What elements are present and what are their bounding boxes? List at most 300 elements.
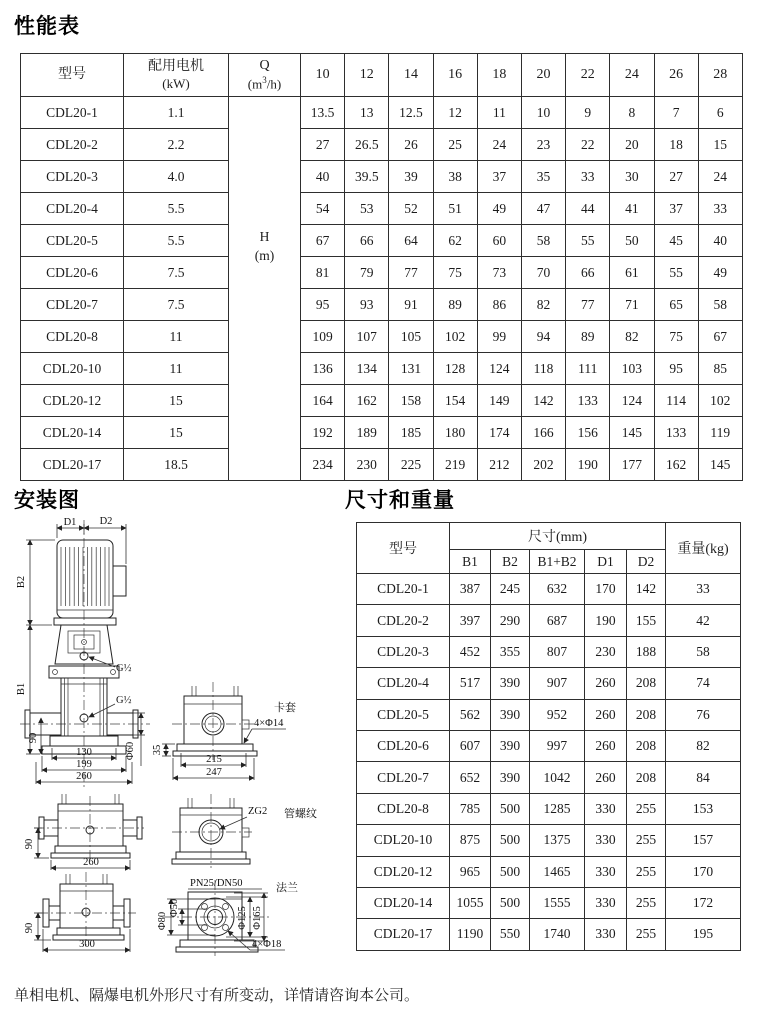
dims-cell: 260 [585, 762, 627, 793]
perf-cell: 158 [389, 385, 433, 417]
dims-cell: 260 [585, 699, 627, 730]
flow-header-cell: 20 [521, 54, 565, 97]
perf-cell: 136 [301, 353, 345, 385]
perf-row [21, 385, 743, 417]
dims-cell: 255 [627, 919, 666, 950]
dims-cell: 208 [627, 668, 666, 699]
perf-cell: 65 [654, 289, 698, 321]
perf-cell: 27 [654, 161, 698, 193]
perf-cell: 189 [345, 417, 389, 449]
dim-130-label: 130 [76, 747, 92, 758]
dims-row [357, 574, 741, 605]
perf-cell: 54 [301, 193, 345, 225]
perf-cell: 162 [654, 449, 698, 481]
dims-row [357, 730, 741, 761]
dia-80-label: Φ80 [157, 911, 168, 931]
perf-cell: 93 [345, 289, 389, 321]
dims-cell: 58 [666, 636, 741, 667]
perf-cell: 5.5 [124, 225, 229, 257]
dims-group-header: 尺寸(mm) [450, 523, 666, 550]
dim-b1-label: B1 [16, 682, 27, 696]
dim-90-main-label: 90 [28, 732, 39, 744]
perf-row [21, 193, 743, 225]
perf-cell: 89 [566, 321, 610, 353]
dims-cell: 1375 [530, 825, 585, 856]
perf-cell: 67 [301, 225, 345, 257]
head-unit-merged-cell [229, 97, 301, 481]
perf-cell: 77 [389, 257, 433, 289]
dims-cell: 155 [627, 605, 666, 636]
perf-cell: 58 [521, 225, 565, 257]
dims-row [357, 919, 741, 950]
perf-cell: 128 [433, 353, 477, 385]
dims-cell: 500 [491, 856, 530, 887]
perf-cell: 11 [124, 321, 229, 353]
perf-cell: 82 [521, 289, 565, 321]
perf-cell: 10 [521, 97, 565, 129]
perf-cell: 190 [566, 449, 610, 481]
dims-cell: 172 [666, 887, 741, 918]
perf-cell: 114 [654, 385, 698, 417]
perf-cell: CDL20-8 [21, 321, 124, 353]
perf-cell: 7.5 [124, 257, 229, 289]
dims-cell: 1465 [530, 856, 585, 887]
perf-cell: 149 [477, 385, 521, 417]
perf-header-row [21, 54, 743, 97]
perf-cell: 15 [124, 385, 229, 417]
dims-cell: 255 [627, 825, 666, 856]
flow-header-cell: 12 [345, 54, 389, 97]
perf-cell: 119 [698, 417, 742, 449]
dims-cell: 875 [450, 825, 491, 856]
dims-cell: 1190 [450, 919, 491, 950]
dim-199-label: 199 [76, 759, 92, 770]
perf-cell: 91 [389, 289, 433, 321]
performance-section-title: 性能表 [14, 14, 80, 38]
perf-cell: 164 [301, 385, 345, 417]
perf-cell: 77 [566, 289, 610, 321]
perf-cell: 145 [698, 449, 742, 481]
perf-cell: 41 [610, 193, 654, 225]
flow-header-cell: 14 [389, 54, 433, 97]
dims-cell: CDL20-4 [357, 668, 450, 699]
dia-125-label: Φ125 [237, 906, 248, 930]
dims-cell: 245 [491, 574, 530, 605]
perf-cell: 109 [301, 321, 345, 353]
h-label: H [259, 229, 270, 245]
perf-cell: 37 [654, 193, 698, 225]
perf-cell: 174 [477, 417, 521, 449]
perf-cell: 18.5 [124, 449, 229, 481]
clamp-type-label: 卡套 [274, 702, 296, 714]
pipe-thread-view [172, 794, 317, 868]
perf-cell: 23 [521, 129, 565, 161]
flow-header-cell: 10 [301, 54, 345, 97]
perf-cell: CDL20-2 [21, 129, 124, 161]
perf-cell: 70 [521, 257, 565, 289]
perf-cell: CDL20-3 [21, 161, 124, 193]
perf-cell: 5.5 [124, 193, 229, 225]
flow-header-cell: 16 [433, 54, 477, 97]
dims-cell: CDL20-17 [357, 919, 450, 950]
perf-cell: 12.5 [389, 97, 433, 129]
perf-cell: 107 [345, 321, 389, 353]
dims-cell: 397 [450, 605, 491, 636]
perf-cell: 40 [698, 225, 742, 257]
dims-cell: 390 [491, 762, 530, 793]
perf-row [21, 321, 743, 353]
perf-cell: 22 [566, 129, 610, 161]
dims-model-header: 型号 [357, 523, 450, 574]
perf-cell: 50 [610, 225, 654, 257]
dims-cell: CDL20-8 [357, 793, 450, 824]
dims-cell: 965 [450, 856, 491, 887]
dims-cell: 550 [491, 919, 530, 950]
perf-row [21, 97, 743, 129]
perf-cell: 33 [566, 161, 610, 193]
perf-cell: 94 [521, 321, 565, 353]
dim-90c-label: 90 [24, 922, 35, 934]
flanged-foot-view [24, 872, 136, 952]
dims-cell: 517 [450, 668, 491, 699]
perf-cell: 75 [433, 257, 477, 289]
perf-cell: CDL20-14 [21, 417, 124, 449]
perf-cell: 212 [477, 449, 521, 481]
pipe-thread-label: 管螺纹 [284, 808, 317, 820]
d1-header: D1 [585, 550, 627, 574]
flow-header-cell: 26 [654, 54, 698, 97]
perf-cell: CDL20-5 [21, 225, 124, 257]
perf-cell: 9 [566, 97, 610, 129]
g-half-top-label: G½ [116, 663, 132, 674]
perf-cell: 75 [654, 321, 698, 353]
dims-cell: 562 [450, 699, 491, 730]
weight-header: 重量(kg) [666, 523, 741, 574]
perf-cell: 103 [610, 353, 654, 385]
perf-cell: 52 [389, 193, 433, 225]
perf-cell: 95 [301, 289, 345, 321]
dim-247-label: 247 [206, 767, 222, 778]
dims-cell: 157 [666, 825, 741, 856]
dims-row [357, 699, 741, 730]
perf-cell: 234 [301, 449, 345, 481]
perf-row [21, 449, 743, 481]
perf-cell: CDL20-10 [21, 353, 124, 385]
perf-cell: 49 [477, 193, 521, 225]
dims-row [357, 762, 741, 793]
dims-cell: 785 [450, 793, 491, 824]
motor-junction-box [113, 566, 126, 596]
dims-cell: 387 [450, 574, 491, 605]
perf-row [21, 289, 743, 321]
perf-row [21, 417, 743, 449]
motor-column-header [124, 54, 229, 97]
perf-cell: 105 [389, 321, 433, 353]
flow-header-cell: 22 [566, 54, 610, 97]
perf-cell: 177 [610, 449, 654, 481]
dims-cell: 807 [530, 636, 585, 667]
perf-cell: 35 [521, 161, 565, 193]
perf-cell: 111 [566, 353, 610, 385]
dims-cell: 208 [627, 699, 666, 730]
perf-cell: 27 [301, 129, 345, 161]
dims-cell: 195 [666, 919, 741, 950]
perf-cell: 82 [610, 321, 654, 353]
perf-cell: 62 [433, 225, 477, 257]
dims-cell: 907 [530, 668, 585, 699]
perf-cell: 7 [654, 97, 698, 129]
perf-cell: 45 [654, 225, 698, 257]
perf-cell: 26.5 [345, 129, 389, 161]
dims-cell: 255 [627, 856, 666, 887]
perf-cell: CDL20-1 [21, 97, 124, 129]
b1b2-header: B1+B2 [530, 550, 585, 574]
dims-row [357, 605, 741, 636]
perf-cell: 118 [521, 353, 565, 385]
motor-fins [57, 547, 113, 610]
perf-cell: 26 [389, 129, 433, 161]
port-view-body [58, 804, 123, 846]
perf-cell: 33 [698, 193, 742, 225]
perf-cell: 219 [433, 449, 477, 481]
perf-cell: 12 [433, 97, 477, 129]
dims-cell: 74 [666, 668, 741, 699]
flow-header-cell: 18 [477, 54, 521, 97]
perf-cell: 154 [433, 385, 477, 417]
perf-cell: 145 [610, 417, 654, 449]
dims-cell: 330 [585, 825, 627, 856]
dims-cell: CDL20-10 [357, 825, 450, 856]
perf-cell: 86 [477, 289, 521, 321]
dims-cell: 208 [627, 730, 666, 761]
dim-35-label: 35 [152, 744, 163, 756]
dims-row [357, 825, 741, 856]
dims-cell: 76 [666, 699, 741, 730]
perf-cell: 142 [521, 385, 565, 417]
perf-cell: 24 [698, 161, 742, 193]
dims-cell: 390 [491, 699, 530, 730]
perf-cell: 18 [654, 129, 698, 161]
dims-cell: CDL20-14 [357, 887, 450, 918]
perf-row [21, 129, 743, 161]
dims-cell: CDL20-12 [357, 856, 450, 887]
perf-cell: 25 [433, 129, 477, 161]
dims-body [357, 574, 741, 951]
dims-cell: 260 [585, 668, 627, 699]
dims-cell: 500 [491, 825, 530, 856]
dimensions-table [356, 522, 741, 951]
perf-cell: 8 [610, 97, 654, 129]
perf-cell: 24 [477, 129, 521, 161]
perf-cell: 67 [698, 321, 742, 353]
model-column-header: 型号 [21, 54, 124, 97]
perf-cell: 53 [345, 193, 389, 225]
perf-cell: 51 [433, 193, 477, 225]
dims-cell: 170 [585, 574, 627, 605]
perf-cell: 37 [477, 161, 521, 193]
dims-cell: 230 [585, 636, 627, 667]
perf-cell: 11 [124, 353, 229, 385]
dims-row [357, 636, 741, 667]
perf-cell: 202 [521, 449, 565, 481]
dim-90b-label: 90 [24, 838, 35, 850]
perf-cell: 71 [610, 289, 654, 321]
flow-header-cell: 24 [610, 54, 654, 97]
footer-note: 单相电机、隔爆电机外形尺寸有所变动，详情请咨询本公司。 [14, 988, 420, 1004]
flow-column-header [229, 54, 301, 97]
dims-cell: 997 [530, 730, 585, 761]
perf-cell: 2.2 [124, 129, 229, 161]
pump-front-view [16, 516, 150, 790]
plain-port-view [24, 794, 144, 870]
dims-cell: 632 [530, 574, 585, 605]
perf-cell: 99 [477, 321, 521, 353]
dims-cell: 355 [491, 636, 530, 667]
dia-165-label: Φ165 [252, 906, 263, 930]
dim-215-label: 215 [206, 754, 222, 765]
dims-cell: 33 [666, 574, 741, 605]
perf-cell: 180 [433, 417, 477, 449]
dims-cell: 255 [627, 793, 666, 824]
perf-cell: 49 [698, 257, 742, 289]
perf-cell: 124 [610, 385, 654, 417]
dims-cell: CDL20-3 [357, 636, 450, 667]
dims-row [357, 856, 741, 887]
perf-cell: CDL20-4 [21, 193, 124, 225]
dims-cell: CDL20-2 [357, 605, 450, 636]
motor-foot [54, 618, 116, 625]
perf-cell: 131 [389, 353, 433, 385]
dims-cell: 1055 [450, 887, 491, 918]
dims-cell: 1042 [530, 762, 585, 793]
perf-cell: 30 [610, 161, 654, 193]
perf-cell: 39.5 [345, 161, 389, 193]
perf-cell: 166 [521, 417, 565, 449]
dims-cell: 142 [627, 574, 666, 605]
dims-cell: 452 [450, 636, 491, 667]
perf-cell: 81 [301, 257, 345, 289]
dims-cell: 500 [491, 793, 530, 824]
perf-cell: 79 [345, 257, 389, 289]
perf-cell: 225 [389, 449, 433, 481]
dims-cell: CDL20-7 [357, 762, 450, 793]
perf-cell: 39 [389, 161, 433, 193]
q-label: Q [259, 58, 270, 74]
motor-header-unit: (kW) [162, 75, 190, 91]
dims-row [357, 793, 741, 824]
dims-cell: 290 [491, 605, 530, 636]
perf-cell: CDL20-12 [21, 385, 124, 417]
perf-cell: 73 [477, 257, 521, 289]
perf-cell: 11 [477, 97, 521, 129]
perf-cell: 4.0 [124, 161, 229, 193]
dims-cell: 390 [491, 668, 530, 699]
dims-cell: CDL20-6 [357, 730, 450, 761]
dim-260-label: 260 [76, 771, 92, 782]
dim-b2-label: B2 [16, 575, 27, 589]
b2-header: B2 [491, 550, 530, 574]
perf-cell: 40 [301, 161, 345, 193]
perf-cell: 55 [654, 257, 698, 289]
dims-cell: 330 [585, 887, 627, 918]
h-unit: (m) [254, 247, 275, 263]
dims-cell: 952 [530, 699, 585, 730]
perf-cell: 15 [698, 129, 742, 161]
dims-cell: 260 [585, 730, 627, 761]
g-half-bottom-label: G½ [116, 695, 132, 706]
perf-cell: 85 [698, 353, 742, 385]
dims-cell: 255 [627, 887, 666, 918]
perf-cell: 38 [433, 161, 477, 193]
perf-row [21, 353, 743, 385]
dims-cell: 42 [666, 605, 741, 636]
flange-foot-body [60, 884, 113, 928]
perf-body [21, 97, 743, 481]
perf-cell: 20 [610, 129, 654, 161]
dim-260b-label: 260 [83, 857, 99, 868]
flange-type-label: 法兰 [276, 882, 298, 894]
perf-cell: 124 [477, 353, 521, 385]
perf-cell: 13 [345, 97, 389, 129]
perf-cell: CDL20-6 [21, 257, 124, 289]
perf-cell: 61 [610, 257, 654, 289]
perf-cell: 95 [654, 353, 698, 385]
perf-cell: 55 [566, 225, 610, 257]
perf-cell: 1.1 [124, 97, 229, 129]
perf-cell: 60 [477, 225, 521, 257]
dims-cell: 652 [450, 762, 491, 793]
dims-cell: 687 [530, 605, 585, 636]
dim-300-label: 300 [79, 939, 95, 950]
dims-cell: CDL20-5 [357, 699, 450, 730]
pn-dn-label: PN25/DN50 [190, 878, 243, 889]
installation-drawing [14, 514, 350, 974]
dims-row [357, 668, 741, 699]
perf-cell: 185 [389, 417, 433, 449]
dims-cell: 500 [491, 887, 530, 918]
perf-cell: 13.5 [301, 97, 345, 129]
perf-cell: 6 [698, 97, 742, 129]
perf-cell: 15 [124, 417, 229, 449]
perf-cell: 162 [345, 385, 389, 417]
clamp-sleeve-view [152, 682, 296, 780]
perf-row [21, 225, 743, 257]
d2-header: D2 [627, 550, 666, 574]
dims-cell: 190 [585, 605, 627, 636]
perf-cell: 102 [698, 385, 742, 417]
holes-14-label: 4×Φ14 [254, 718, 284, 729]
perf-cell: 89 [433, 289, 477, 321]
dims-cell: 84 [666, 762, 741, 793]
perf-row [21, 161, 743, 193]
dims-cell: 330 [585, 793, 627, 824]
perf-cell: CDL20-17 [21, 449, 124, 481]
perf-cell: 102 [433, 321, 477, 353]
q-unit: $(m^3/h)$ [247, 74, 282, 92]
dims-cell: 330 [585, 919, 627, 950]
perf-cell: 47 [521, 193, 565, 225]
dims-cell: CDL20-1 [357, 574, 450, 605]
perf-cell: 230 [345, 449, 389, 481]
perf-cell: 156 [566, 417, 610, 449]
holes-18-label: 4×Φ18 [252, 939, 282, 950]
dim-d2-label: D2 [99, 516, 113, 527]
dimensions-section-title: 尺寸和重量 [345, 488, 455, 512]
dims-cell: 390 [491, 730, 530, 761]
perf-cell: 7.5 [124, 289, 229, 321]
motor-header-label: 配用电机 [148, 59, 204, 75]
dia-50-label: Φ50 [169, 898, 180, 918]
